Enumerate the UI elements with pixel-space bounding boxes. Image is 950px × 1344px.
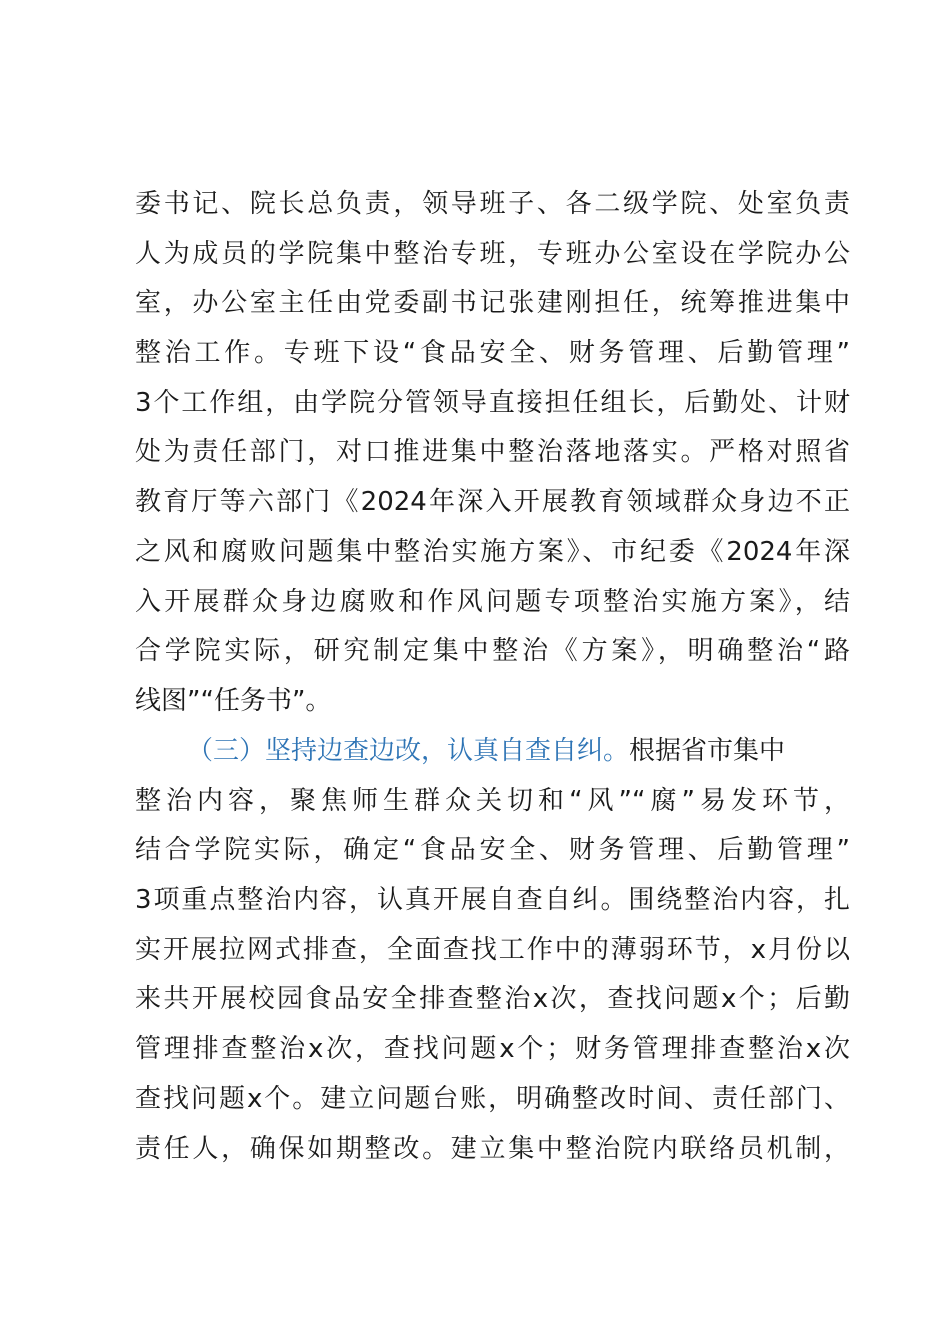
text-line: 教育厅等六部门《2024年深入开展教育领域群众身边不正 — [135, 487, 850, 518]
text-line: 实开展拉网式排查，全面查找工作中的薄弱环节，x月份以 — [135, 934, 850, 965]
text-line: 室，办公室主任由党委副书记张建刚担任，统筹推进集中 — [135, 288, 850, 319]
text-line: 线图”“任务书”。 — [135, 685, 332, 716]
text-line: 处为责任部门，对口推进集中整治落地落实。严格对照省 — [135, 437, 850, 468]
text-line: 委书记、院长总负责，领导班子、各二级学院、处室负责 — [135, 189, 850, 219]
text-line: 整治工作。专班下设“食品安全、财务管理、后勤管理” — [135, 338, 850, 369]
text-line: 管理排查整治x次，查找问题x个；财务管理排查整治x次 — [135, 1034, 850, 1065]
text-line: 入开展群众身边腐败和作风问题专项整治实施方案》，结 — [135, 586, 850, 617]
text-line: 人为成员的学院集中整治专班，专班办公室设在学院办公 — [135, 238, 850, 269]
text-line: 3个工作组，由学院分管领导直接担任组长，后勤处、计财 — [135, 387, 850, 418]
text-line: 责任人，确保如期整改。建立集中整治院内联络员机制， — [135, 1133, 850, 1164]
section-heading: （三）坚持边查边改，认真自查自纠。 — [187, 736, 630, 766]
paragraph-1 — [135, 180, 850, 727]
paragraph-2 — [135, 727, 850, 1174]
text-line: 整治内容，聚焦师生群众关切和“风”“腐”易发环节， — [135, 785, 850, 816]
text-line: 查找问题x个。建立问题台账，明确整改时间、责任部门、 — [135, 1083, 850, 1114]
text-line: 结合学院实际，确定“食品安全、财务管理、后勤管理” — [135, 835, 850, 866]
text-span: 根据省市集中 — [629, 736, 786, 766]
paragraph-2-first-line — [135, 727, 850, 777]
text-line: 3项重点整治内容，认真开展自查自纠。围绕整治内容，扎 — [135, 885, 850, 916]
text-line: 来共开展校园食品安全排查整治x次，查找问题x个；后勤 — [135, 984, 850, 1015]
text-line: 合学院实际，研究制定集中整治《方案》，明确整治“路 — [135, 636, 850, 667]
text-line: 之风和腐败问题集中整治实施方案》、市纪委《2024年深 — [135, 536, 850, 567]
